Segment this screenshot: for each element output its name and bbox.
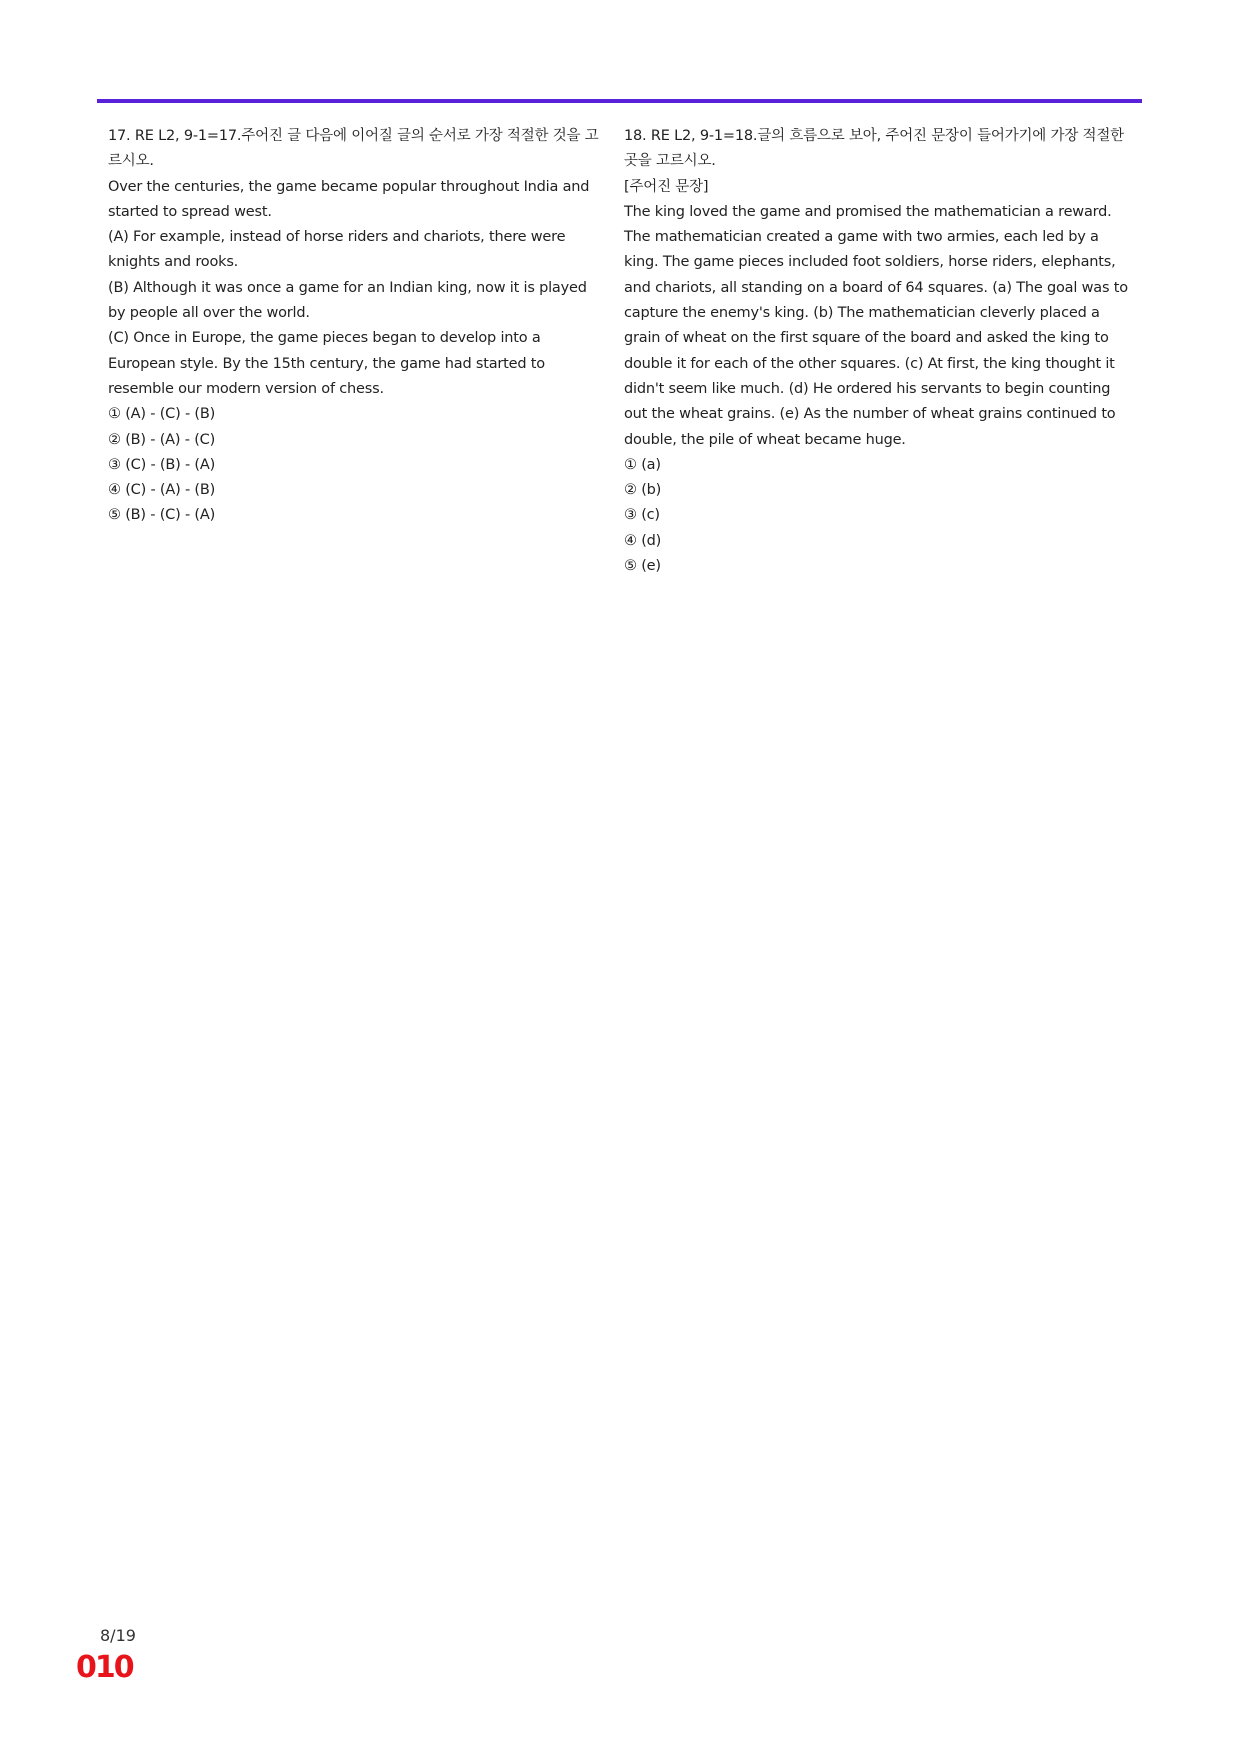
question-18 <box>624 124 1134 579</box>
question-17-choice-1: ① (A) - (C) - (B) <box>108 406 216 423</box>
question-18-choice-4: ④ (d) <box>624 532 662 549</box>
question-18-choice-3: ③ (c) <box>624 507 660 524</box>
question-18-choice-5: ⑤ (e) <box>624 558 661 575</box>
question-18-choice-1: ① (a) <box>624 456 661 473</box>
question-18-choices <box>624 453 1134 579</box>
brand-logo: 010 <box>76 1650 133 1685</box>
question-17-header: 17. RE L2, 9-1=17.주어진 글 다음에 이어질 글의 순서로 가장 적절한 것을 고르시오. <box>108 128 599 170</box>
question-18-choice-2: ② (b) <box>624 482 662 499</box>
question-17-paragraph-a: (A) For example, instead of horse riders and chariots, there were knights and rooks. <box>108 229 566 271</box>
question-17-paragraph-b: (B) Although it was once a game for an Indian king, now it is played by people all over the world. <box>108 279 587 322</box>
question-17-choice-2: ② (B) - (A) - (C) <box>108 431 216 448</box>
question-17-paragraph-c: (C) Once in Europe, the game pieces began to develop into a European style. By the 15th century, the game had started to resemble our modern version of chess. <box>108 330 545 397</box>
question-17-choice-5: ⑤ (B) - (C) - (A) <box>108 507 216 524</box>
question-17-choice-4: ④ (C) - (A) - (B) <box>108 482 216 499</box>
page-number: 8/19 <box>100 1626 136 1645</box>
question-18-header: 18. RE L2, 9-1=18.글의 흐름으로 보아, 주어진 문장이 들어가기에 가장 적절한 곳을 고르시오. <box>624 128 1124 170</box>
question-17-choices <box>108 402 608 528</box>
question-17-choice-3: ③ (C) - (B) - (A) <box>108 456 216 473</box>
question-17-passage: Over the centuries, the game became popular throughout India and started to spread west. <box>108 178 590 220</box>
question-18-passage: The mathematician created a game with two armies, each led by a king. The game pieces included foot soldiers, horse riders, elephants, and chariots, all standing on a board of 64 squares. (a) The goal was to capture the enemy's king. (b) The mathematician cleverly placed a grain of wheat on the first square of the board and asked the king to double it for each of the other squares. (c) At first, the king thought it didn't seem like much. (d) He ordered his servants to begin counting out the wheat grains. (e) As the number of wheat grains continued to double, the pile of wheat became huge. <box>624 229 1128 448</box>
header-divider <box>97 99 1142 103</box>
question-17 <box>108 124 608 529</box>
question-18-given-sentence: The king loved the game and promised the mathematician a reward. <box>624 203 1112 220</box>
question-18-given-label: [주어진 문장] <box>624 178 709 195</box>
